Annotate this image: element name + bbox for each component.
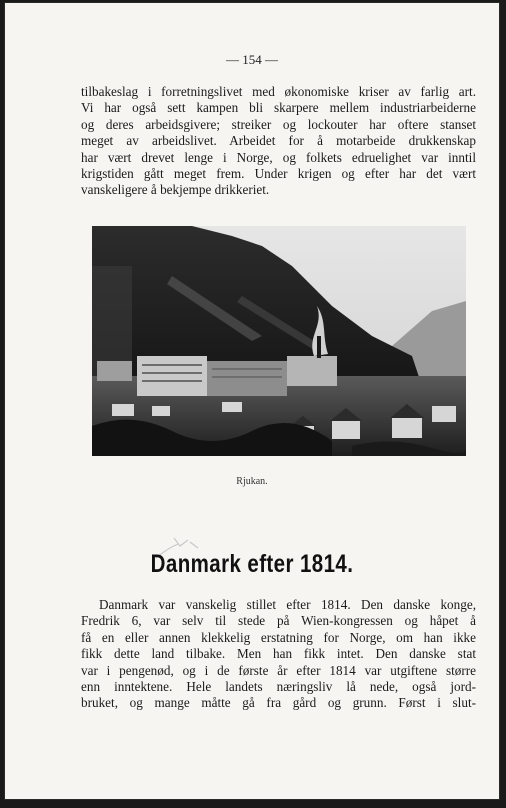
text-line: Danmark var vanskelig stillet efter 1814. Den danske konge, xyxy=(99,597,476,612)
page-number: — 154 — xyxy=(226,52,278,67)
text-line: krigstiden gått meget frem. Under krigen og efter har det vært xyxy=(81,166,476,182)
text-line: få en eller annen klekkelig erstatning for Norge, om han ikke xyxy=(81,629,476,645)
text-line: tilbakeslag i forretningslivet med økonomiske kriser av farlig art. xyxy=(81,84,476,99)
paragraph-bottom xyxy=(81,597,476,712)
text-line: Fredrik 6, var selv til stede på Wien-kongressen og håpet å xyxy=(81,613,476,629)
text-line: Vi har også sett kampen bli skarpere mellem industriarbeiderne xyxy=(81,100,476,116)
section-heading: Danmark efter 1814. xyxy=(150,550,354,578)
text-line: vanskeligere å bekjempe drikkeriet. xyxy=(81,182,270,198)
text-line: og deres arbeidsgivere; streiker og lockouter har oftere stanset xyxy=(81,116,476,132)
photo-illustration xyxy=(92,226,466,456)
text-line: fikk dette land tilbake. Men han fikk intet. Den danske stat xyxy=(81,646,476,662)
text-line: har vært drevet lenge i Norge, og folkets edruelighet var inntil xyxy=(81,149,476,165)
paragraph-top xyxy=(81,84,476,199)
text-line: meget av arbeidslivet. Arbeidet for å motarbeide drukkenskap xyxy=(81,133,476,149)
text-line: enn inntektene. Hele landets næringsliv lå nede, også jord- xyxy=(81,679,476,695)
rjukan-photo xyxy=(92,226,466,456)
text-line: var i pengenød, og i de første år efter 1814 var utgiftene større xyxy=(81,662,476,678)
text-line: bruket, og mange måtte gå fra gård og grunn. Først i slut- xyxy=(81,695,476,711)
book-page xyxy=(4,2,500,800)
photo-caption: Rjukan. xyxy=(236,476,268,487)
